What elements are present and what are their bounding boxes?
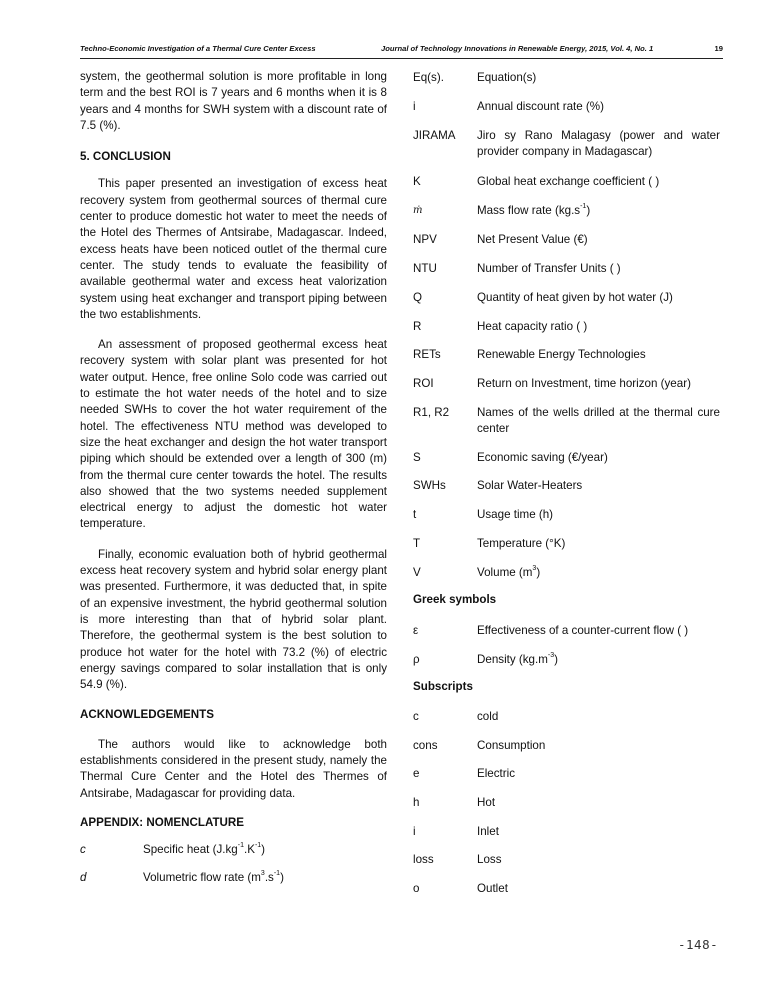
subscript-symbol: cons [413,739,438,752]
nomenclature-symbol: ROI [413,377,434,390]
greek-definition: Effectiveness of a counter-current flow ( ) [477,624,689,637]
subscript-definition: Inlet [477,825,499,838]
nomenclature-definition: Names of the wells drilled at the thermal cure center [477,406,720,436]
greek-symbol: ε [413,624,419,637]
nomenclature-definition: Mass flow rate $(kg.s^{-1})$ [477,203,591,217]
nomenclature-row [80,842,387,866]
header-rule [80,58,723,59]
nomenclature-definition: Solar Water-Heaters [477,479,583,492]
subscript-symbol: e [413,767,420,780]
nomenclature-definition: Heat capacity ratio ( ) [477,320,588,333]
intro-paragraph: system, the geothermal solution is more profitable in long term and the best ROI is 7 years and 6 months when it is 8 years and 4 months for SWH system with a discount rate of 7.5 (%). [80,70,387,132]
nomenclature-symbol: Eq(s). [413,71,444,84]
greek-symbol: ρ [413,653,420,666]
nomenclature-symbol: R [413,320,422,333]
nomenclature-definition: Specific heat $(J.kg^{-1}.K^{-1})$ [143,842,266,857]
nomenclature-symbol: JIRAMA [413,129,456,142]
nomenclature-definition: Return on Investment, time horizon (year) [477,377,691,390]
nomenclature-symbol: Q [413,291,423,304]
left-nomenclature-list [80,842,387,894]
subscript-definition: Hot [477,796,496,809]
nomenclature-definition: Number of Transfer Units ( ) [477,262,621,275]
subscript-definition: Electric [477,767,516,780]
footer-page-label: -148- [678,937,719,952]
running-header [80,44,723,58]
nomenclature-definition: Jiro sy Rano Malagasy (power and water provider company in Madagascar) [477,129,720,159]
nomenclature-definition: Annual discount rate (%) [477,100,604,113]
nomenclature-definition: Usage time (h) [477,508,554,521]
subscript-symbol: c [413,710,419,723]
nomenclature-definition: Economic saving (€/year) [477,451,608,464]
mass-flow-symbol: ṁ [413,205,423,216]
greek-definition: Density $(kg.m^{-3})$ [477,652,558,666]
acknowledgements-paragraph: The authors would like to acknowledge both establishments considered in the present study, namely the Thermal Cure Center and the Hotel des Thermes of Antsirabe, Madagascar for providing data. [80,737,387,800]
subscript-definition: cold [477,710,499,723]
running-title: Techno-Economic Investigation of a Thermal Cure Center Excess [80,44,316,53]
nomenclature-symbol: R1, R2 [413,406,450,419]
nomenclature-row [80,870,387,894]
nomenclature-definition: Volume $(m^3)$ [477,565,541,579]
greek-symbols-heading: Greek symbols [413,593,497,606]
conclusion-paragraph-2: An assessment of proposed geothermal excess heat recovery system with solar plant was presented for hot water output. Hence, free online Solo code was carried out to estimate the hot water needs of the hotel and to size needed SWHs to cover the hot water requirement of the hotel. The effectiveness NTU method was developed to size the heat exchanger and design the hot water transport piping which should be extended over a length of 300 (m) from the thermal cure center towards the hotel. The results also showed that the two systems needed supplement electrical energy to adjust the domestic hot water temperature. [80,338,387,531]
nomenclature-symbol: t [413,508,417,521]
conclusion-heading: 5. CONCLUSION [80,150,171,164]
subscripts-heading: Subscripts [413,680,473,693]
subscript-definition: Consumption [477,739,546,752]
nomenclature-symbol: V [413,566,421,579]
nomenclature-symbol: SWHs [413,479,446,492]
nomenclature-symbol: NTU [413,262,437,275]
left-column [80,69,387,894]
nomenclature-definition: Equation(s) [477,71,537,84]
nomenclature-symbol: i [413,100,416,113]
nomenclature-symbol: d [80,871,87,885]
nomenclature-symbol: S [413,451,421,464]
header-page-number: 19 [714,44,723,53]
subscript-symbol: loss [413,853,434,866]
subscript-definition: Loss [477,853,502,866]
appendix-heading: APPENDIX: NOMENCLATURE [80,815,245,829]
nomenclature-symbol: K [413,175,421,188]
nomenclature-symbol: T [413,537,421,550]
subscript-symbol: h [413,796,420,809]
nomenclature-symbol: NPV [413,233,437,246]
nomenclature-definition: Temperature (°K) [477,537,566,550]
nomenclature-definition: Renewable Energy Technologies [477,348,646,361]
subscript-symbol: o [413,882,420,895]
subscript-symbol: i [413,825,416,838]
conclusion-paragraph-3: Finally, economic evaluation both of hybrid geothermal excess heat recovery system and hybrid solar energy plant was presented. Furthermore, it was deducted that, in spite of an expensive investment, the hybrid geothermal solution is more interesting than that of hybrid solar plant. Therefore, the geothermal system is the best solution to produce hot water for the hotel with 73.2 (%) of electric energy savings compared to solar installation that is only 54.9 (%). [80,547,387,692]
nomenclature-symbol: c [80,843,86,857]
subscript-definition: Outlet [477,882,508,895]
conclusion-paragraph-1: This paper presented an investigation of excess heat recovery system from geothermal sources of thermal cure center to produce domestic hot water to meet the needs of the Hotel des Thermes of Antsirabe, Madagascar. Indeed, excess heats have been noticed outlet of the thermal cure center. The study tends to evaluate the feasibility of available geothermal water and excess heat valorization system using heat exchanger and transport piping between the two establishments. [80,177,387,321]
nomenclature-definition: Net Present Value (€) [477,233,588,246]
journal-citation: Journal of Technology Innovations in Renewable Energy, 2015, Vol. 4, No. 1 [381,44,654,53]
nomenclature-definition: Volumetric flow rate $(m^3.s^{-1})$ [143,870,284,885]
nomenclature-definition: Global heat exchange coefficient ( ) [477,175,660,188]
nomenclature-definition: Quantity of heat given by hot water (J) [477,291,673,304]
acknowledgements-heading: ACKNOWLEDGEMENTS [80,708,214,722]
nomenclature-symbol: RETs [413,348,441,361]
